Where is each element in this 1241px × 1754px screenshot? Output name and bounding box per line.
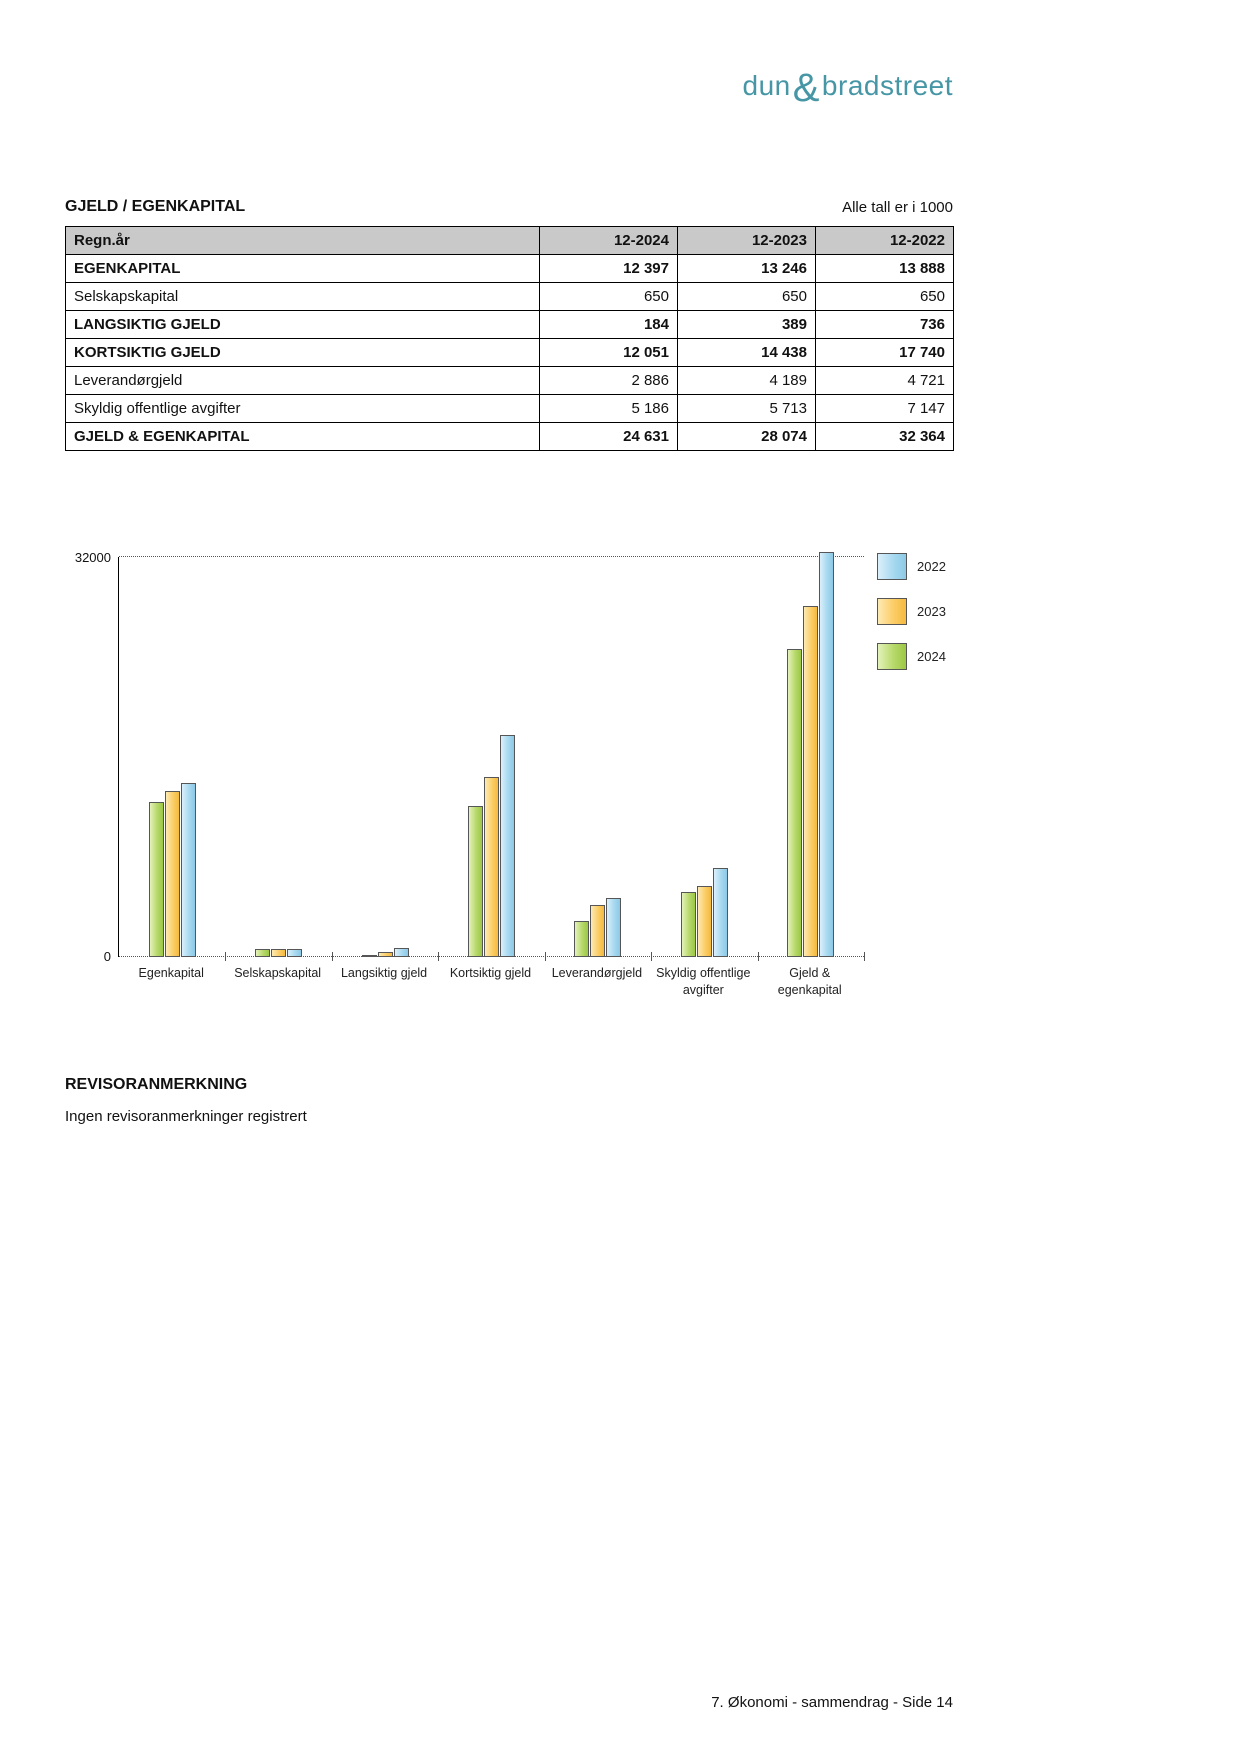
y-axis-max-label: 32000 xyxy=(74,550,111,565)
bar-2022 xyxy=(713,868,728,957)
row-label: LANGSIKTIG GJELD xyxy=(66,311,540,339)
cell-value: 7 147 xyxy=(816,395,954,423)
bar-group-3 xyxy=(438,557,544,957)
legend-item-2023 xyxy=(877,598,946,625)
bar-2023 xyxy=(697,886,712,957)
y-axis-zero-label: 0 xyxy=(103,949,111,964)
cell-value: 389 xyxy=(678,311,816,339)
cell-value: 650 xyxy=(816,283,954,311)
cell-value: 14 438 xyxy=(678,339,816,367)
bar-2022 xyxy=(394,948,409,957)
bar-2023 xyxy=(803,606,818,957)
legend-label: 2022 xyxy=(917,559,946,574)
header-cell-regnar: Regn.år xyxy=(66,227,540,255)
cell-value: 13 888 xyxy=(816,255,954,283)
header-cell-2022: 12-2022 xyxy=(816,227,954,255)
cell-value: 650 xyxy=(678,283,816,311)
row-label: Leverandørgjeld xyxy=(66,367,540,395)
bar-2023 xyxy=(378,952,393,957)
x-axis-label: Kortsiktig gjeld xyxy=(449,966,532,980)
table-row-selskapskapital xyxy=(66,283,954,311)
bar-2022 xyxy=(500,735,515,957)
legend-item-2022 xyxy=(877,553,946,580)
x-axis-label: Leverandørgjeld xyxy=(551,966,643,980)
plot-area xyxy=(118,557,864,957)
chart-legend xyxy=(877,553,946,688)
bar-group-6 xyxy=(758,557,864,957)
bar-2024 xyxy=(149,802,164,957)
cell-value: 5 713 xyxy=(678,395,816,423)
bar-2024 xyxy=(681,892,696,957)
row-label: Selskapskapital xyxy=(66,283,540,311)
legend-label: 2024 xyxy=(917,649,946,664)
bar-2023 xyxy=(271,949,286,957)
page-footer: 7. Økonomi - sammendrag - Side 14 xyxy=(711,1694,953,1711)
cell-value: 17 740 xyxy=(816,339,954,367)
x-axis-tick xyxy=(758,952,759,961)
header-cell-2023: 12-2023 xyxy=(678,227,816,255)
bar-2023 xyxy=(484,777,499,957)
dnb-logo xyxy=(742,66,953,110)
x-axis-tick xyxy=(438,952,439,961)
row-label: GJELD & EGENKAPITAL xyxy=(66,423,540,451)
bar-2024 xyxy=(574,921,589,957)
logo-ampersand-icon: & xyxy=(792,66,820,110)
x-axis-tick xyxy=(545,952,546,961)
x-axis-label: Selskapskapital xyxy=(234,966,322,980)
header-cell-2024: 12-2024 xyxy=(540,227,678,255)
bar-2024 xyxy=(468,806,483,957)
bar-2023 xyxy=(590,905,605,957)
financial-table xyxy=(65,226,954,451)
bar-2023 xyxy=(165,791,180,957)
x-axis-tick xyxy=(864,952,865,961)
bar-group-4 xyxy=(545,557,651,957)
row-label: KORTSIKTIG GJELD xyxy=(66,339,540,367)
bar-2022 xyxy=(181,783,196,957)
revisor-body: Ingen revisoranmerkninger registrert xyxy=(65,1108,307,1125)
cell-value: 24 631 xyxy=(540,423,678,451)
legend-item-2024 xyxy=(877,643,946,670)
bar-2022 xyxy=(287,949,302,957)
bar-2022 xyxy=(819,552,834,957)
cell-value: 12 051 xyxy=(540,339,678,367)
table-row-kortsiktig-gjeld xyxy=(66,339,954,367)
unit-note: Alle tall er i 1000 xyxy=(842,199,953,216)
table-row-gjeld-egenkapital xyxy=(66,423,954,451)
bar-groups xyxy=(119,557,864,957)
legend-swatch xyxy=(877,553,907,580)
x-axis-label: Skyldig offentlige avgifter xyxy=(656,966,751,997)
bar-group-5 xyxy=(651,557,757,957)
bar-2024 xyxy=(255,949,270,957)
bar-2024 xyxy=(362,955,377,957)
cell-value: 736 xyxy=(816,311,954,339)
cell-value: 2 886 xyxy=(540,367,678,395)
x-axis-tick xyxy=(225,952,226,961)
table-row-skyldig-avgifter xyxy=(66,395,954,423)
bar-group-2 xyxy=(332,557,438,957)
table-row-leverandorgjeld xyxy=(66,367,954,395)
cell-value: 13 246 xyxy=(678,255,816,283)
cell-value: 184 xyxy=(540,311,678,339)
balance-bar-chart xyxy=(65,545,985,1025)
legend-swatch xyxy=(877,598,907,625)
cell-value: 28 074 xyxy=(678,423,816,451)
cell-value: 5 186 xyxy=(540,395,678,423)
row-label: Skyldig offentlige avgifter xyxy=(66,395,540,423)
x-axis-tick xyxy=(651,952,652,961)
bar-2022 xyxy=(606,898,621,957)
legend-swatch xyxy=(877,643,907,670)
section-header xyxy=(65,198,953,216)
cell-value: 4 721 xyxy=(816,367,954,395)
table-row-langsiktig-gjeld xyxy=(66,311,954,339)
row-label: EGENKAPITAL xyxy=(66,255,540,283)
cell-value: 12 397 xyxy=(540,255,678,283)
table-header-row xyxy=(66,227,954,255)
cell-value: 650 xyxy=(540,283,678,311)
bar-group-0 xyxy=(119,557,225,957)
section-title: GJELD / EGENKAPITAL xyxy=(65,198,246,215)
x-axis-label: Gjeld & egenkapital xyxy=(777,966,842,997)
x-axis-label: Egenkapital xyxy=(138,966,204,980)
x-axis-labels xyxy=(118,965,863,999)
revisor-title: REVISORANMERKNING xyxy=(65,1076,248,1093)
logo-bradstreet: bradstreet xyxy=(821,70,953,101)
table-row-egenkapital xyxy=(66,255,954,283)
bar-group-1 xyxy=(225,557,331,957)
cell-value: 4 189 xyxy=(678,367,816,395)
x-axis-tick xyxy=(332,952,333,961)
x-axis-label: Langsiktig gjeld xyxy=(340,966,428,980)
bar-2024 xyxy=(787,649,802,957)
cell-value: 32 364 xyxy=(816,423,954,451)
legend-label: 2023 xyxy=(917,604,946,619)
logo-dun: dun xyxy=(742,70,791,101)
